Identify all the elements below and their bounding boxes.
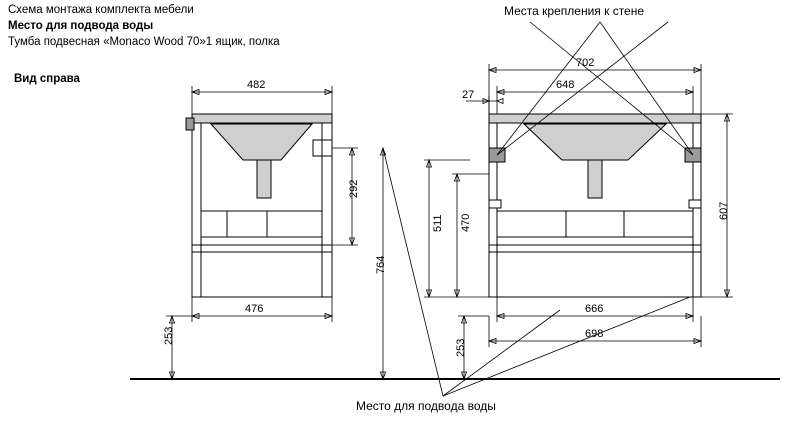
right-dim-27-group bbox=[466, 96, 503, 114]
left-dim-top: 482 bbox=[247, 79, 266, 91]
right-dim-bottom-inner: 666 bbox=[585, 303, 604, 315]
right-dim-470-group bbox=[452, 174, 489, 297]
right-dim-right-outer: 607 bbox=[718, 201, 730, 220]
right-dim-left-inner: 511 bbox=[432, 214, 444, 232]
right-dim-702-group bbox=[489, 64, 701, 114]
left-dim-total-height: 764 bbox=[375, 255, 387, 274]
header-line-1: Схема монтажа комплекта мебели bbox=[8, 4, 194, 16]
right-dim-607-group bbox=[701, 114, 733, 297]
annotation-water-supply: Место для подвода воды bbox=[356, 399, 496, 413]
right-dim-offset: 27 bbox=[462, 89, 475, 101]
right-dim-left-inner2: 470 bbox=[460, 213, 472, 232]
left-dim-inner-right: 292 bbox=[348, 179, 360, 198]
right-dim-253-group bbox=[458, 316, 489, 379]
right-dim-511-group bbox=[424, 160, 489, 297]
left-dim-482-group bbox=[192, 86, 332, 118]
right-dim-bottom-outer: 698 bbox=[585, 328, 604, 340]
right-dim-698-group bbox=[489, 316, 701, 347]
right-view-group bbox=[424, 22, 733, 379]
left-dim-764-group bbox=[381, 148, 386, 379]
left-view-group bbox=[166, 86, 386, 379]
header-line-3: Тумба подвесная «Monaco Wood 70»1 ящик, полка bbox=[8, 36, 280, 48]
view-label: Вид справа bbox=[14, 73, 80, 85]
left-dim-253-group bbox=[166, 316, 192, 379]
left-dim-bottom: 476 bbox=[245, 303, 264, 315]
left-dim-floor: 253 bbox=[163, 326, 175, 345]
right-dim-648-group bbox=[497, 86, 693, 114]
right-dim-floor: 253 bbox=[455, 338, 467, 357]
right-dim-top-inner: 648 bbox=[556, 79, 575, 91]
right-dim-top-outer: 702 bbox=[576, 57, 595, 69]
left-dim-292-group bbox=[332, 148, 358, 245]
annotation-wall-mount: Места крепления к стене bbox=[504, 4, 645, 18]
left-dim-476-group bbox=[192, 297, 332, 322]
header-line-2: Место для подвода воды bbox=[8, 20, 154, 32]
right-dim-666-group bbox=[497, 297, 693, 322]
